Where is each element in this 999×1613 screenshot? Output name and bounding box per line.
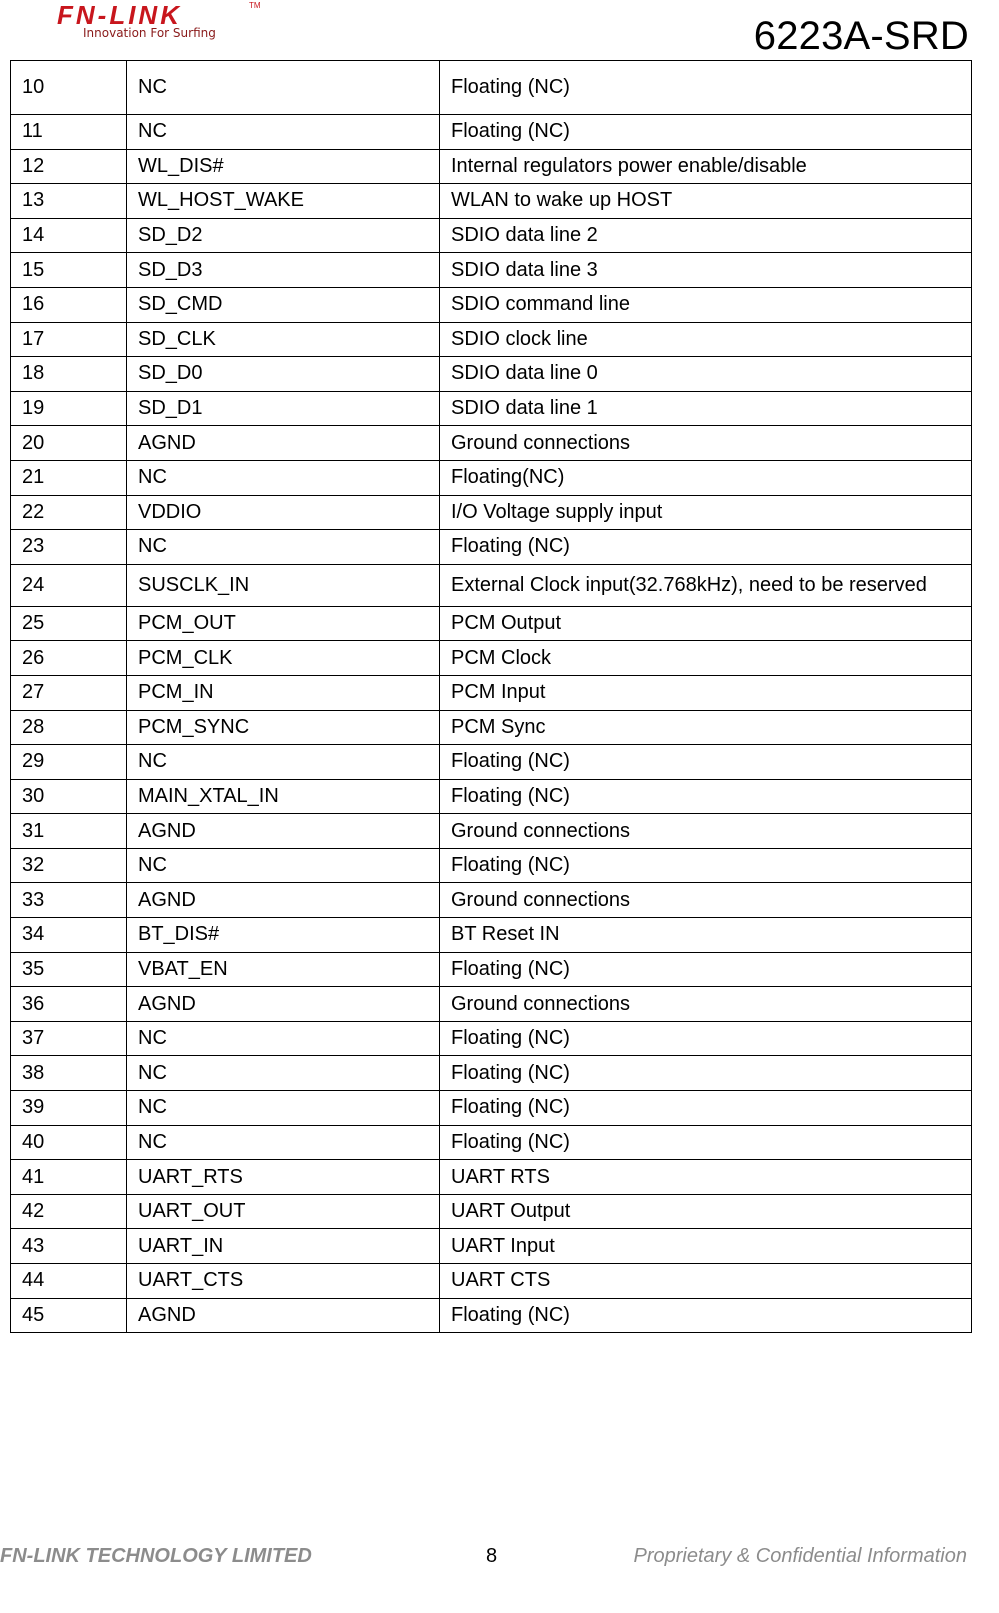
table-row xyxy=(11,149,972,184)
footer-confidentiality: Proprietary & Confidential Information xyxy=(633,1545,967,1567)
pin-name-cell: NC xyxy=(127,848,440,883)
pin-name-cell: SD_D0 xyxy=(127,357,440,392)
pin-description-cell: Ground connections xyxy=(440,987,972,1022)
pin-number-cell: 18 xyxy=(11,357,127,392)
table-row xyxy=(11,918,972,953)
pin-name-cell: PCM_SYNC xyxy=(127,710,440,745)
pin-name-cell: PCM_IN xyxy=(127,675,440,710)
table-row xyxy=(11,1194,972,1229)
pin-description-cell: Internal regulators power enable/disable xyxy=(440,149,972,184)
pin-name-cell: UART_OUT xyxy=(127,1194,440,1229)
pin-name-cell: NC xyxy=(127,530,440,565)
pin-definition-table xyxy=(10,60,972,1333)
pin-name-cell: WL_HOST_WAKE xyxy=(127,184,440,219)
table-row xyxy=(11,1298,972,1333)
table-row xyxy=(11,115,972,150)
pin-name-cell: NC xyxy=(127,1091,440,1126)
pin-name-cell: AGND xyxy=(127,814,440,849)
table-row xyxy=(11,883,972,918)
pin-name-cell: MAIN_XTAL_IN xyxy=(127,779,440,814)
table-row xyxy=(11,1125,972,1160)
table-row xyxy=(11,710,972,745)
table-row xyxy=(11,1160,972,1195)
pin-number-cell: 39 xyxy=(11,1091,127,1126)
pin-number-cell: 41 xyxy=(11,1160,127,1195)
pin-number-cell: 20 xyxy=(11,426,127,461)
footer-company: FN-LINK TECHNOLOGY LIMITED xyxy=(0,1545,312,1567)
pin-name-cell: AGND xyxy=(127,987,440,1022)
pin-name-cell: WL_DIS# xyxy=(127,149,440,184)
pin-number-cell: 28 xyxy=(11,710,127,745)
table-row xyxy=(11,606,972,641)
pin-description-cell: SDIO data line 3 xyxy=(440,253,972,288)
logo-tagline: Innovation For Surfing xyxy=(83,26,216,40)
table-row xyxy=(11,426,972,461)
pin-description-cell: Floating (NC) xyxy=(440,1125,972,1160)
pin-name-cell: NC xyxy=(127,745,440,780)
table-row xyxy=(11,987,972,1022)
logo-trademark: TM xyxy=(249,1,261,10)
table-row xyxy=(11,495,972,530)
pin-number-cell: 12 xyxy=(11,149,127,184)
fn-link-logo xyxy=(55,0,265,44)
table-row xyxy=(11,218,972,253)
pin-name-cell: NC xyxy=(127,115,440,150)
table-row xyxy=(11,1264,972,1299)
pin-name-cell: NC xyxy=(127,1056,440,1091)
pin-number-cell: 38 xyxy=(11,1056,127,1091)
table-row xyxy=(11,1021,972,1056)
pin-description-cell: PCM Input xyxy=(440,675,972,710)
table-row xyxy=(11,253,972,288)
pin-description-cell: Floating (NC) xyxy=(440,848,972,883)
pin-name-cell: NC xyxy=(127,460,440,495)
pin-name-cell: AGND xyxy=(127,1298,440,1333)
table-row xyxy=(11,1056,972,1091)
pin-description-cell: Ground connections xyxy=(440,883,972,918)
pin-description-cell: PCM Sync xyxy=(440,710,972,745)
pin-description-cell: Floating (NC) xyxy=(440,745,972,780)
pin-description-cell: Floating(NC) xyxy=(440,460,972,495)
pin-description-cell: BT Reset IN xyxy=(440,918,972,953)
pin-number-cell: 25 xyxy=(11,606,127,641)
pin-description-cell: UART Output xyxy=(440,1194,972,1229)
pin-description-cell: Ground connections xyxy=(440,814,972,849)
pin-name-cell: NC xyxy=(127,1125,440,1160)
pin-name-cell: SD_D1 xyxy=(127,391,440,426)
table-row xyxy=(11,287,972,322)
pin-number-cell: 27 xyxy=(11,675,127,710)
pin-name-cell: SD_CMD xyxy=(127,287,440,322)
pin-number-cell: 35 xyxy=(11,952,127,987)
pin-description-cell: PCM Output xyxy=(440,606,972,641)
pin-number-cell: 15 xyxy=(11,253,127,288)
footer-page-number: 8 xyxy=(486,1545,498,1567)
pin-number-cell: 17 xyxy=(11,322,127,357)
pin-number-cell: 10 xyxy=(11,61,127,115)
pin-description-cell: Ground connections xyxy=(440,426,972,461)
pin-name-cell: SD_D3 xyxy=(127,253,440,288)
pin-name-cell: UART_IN xyxy=(127,1229,440,1264)
pin-number-cell: 45 xyxy=(11,1298,127,1333)
pin-name-cell: PCM_CLK xyxy=(127,641,440,676)
pin-number-cell: 29 xyxy=(11,745,127,780)
pin-name-cell: NC xyxy=(127,61,440,115)
table-row xyxy=(11,779,972,814)
pin-name-cell: NC xyxy=(127,1021,440,1056)
pin-number-cell: 30 xyxy=(11,779,127,814)
document-title: 6223A-SRD xyxy=(753,14,969,58)
pin-name-cell: UART_CTS xyxy=(127,1264,440,1299)
pin-number-cell: 33 xyxy=(11,883,127,918)
pin-description-cell: Floating (NC) xyxy=(440,779,972,814)
pin-number-cell: 16 xyxy=(11,287,127,322)
pin-description-cell: Floating (NC) xyxy=(440,61,972,115)
table-row xyxy=(11,1091,972,1126)
pin-description-cell: Floating (NC) xyxy=(440,1298,972,1333)
pin-description-cell: External Clock input(32.768kHz), need to be reserved xyxy=(440,564,972,606)
table-row xyxy=(11,1229,972,1264)
pin-name-cell: BT_DIS# xyxy=(127,918,440,953)
table-row xyxy=(11,848,972,883)
table-row xyxy=(11,357,972,392)
table-row xyxy=(11,61,972,115)
table-row xyxy=(11,675,972,710)
table-row xyxy=(11,322,972,357)
pin-description-cell: PCM Clock xyxy=(440,641,972,676)
pin-description-cell: WLAN to wake up HOST xyxy=(440,184,972,219)
pin-number-cell: 23 xyxy=(11,530,127,565)
pin-number-cell: 24 xyxy=(11,564,127,606)
pin-description-cell: I/O Voltage supply input xyxy=(440,495,972,530)
pin-name-cell: SD_CLK xyxy=(127,322,440,357)
pin-number-cell: 32 xyxy=(11,848,127,883)
pin-number-cell: 43 xyxy=(11,1229,127,1264)
table-row xyxy=(11,641,972,676)
table-row xyxy=(11,745,972,780)
table-row xyxy=(11,814,972,849)
pin-table-body xyxy=(11,61,972,1333)
table-row xyxy=(11,564,972,606)
pin-number-cell: 34 xyxy=(11,918,127,953)
pin-number-cell: 26 xyxy=(11,641,127,676)
pin-number-cell: 19 xyxy=(11,391,127,426)
pin-number-cell: 37 xyxy=(11,1021,127,1056)
table-row xyxy=(11,530,972,565)
pin-description-cell: UART RTS xyxy=(440,1160,972,1195)
pin-number-cell: 22 xyxy=(11,495,127,530)
table-row xyxy=(11,460,972,495)
pin-number-cell: 13 xyxy=(11,184,127,219)
pin-name-cell: SD_D2 xyxy=(127,218,440,253)
pin-description-cell: SDIO command line xyxy=(440,287,972,322)
pin-description-cell: SDIO data line 0 xyxy=(440,357,972,392)
pin-description-cell: Floating (NC) xyxy=(440,1091,972,1126)
pin-description-cell: SDIO data line 1 xyxy=(440,391,972,426)
pin-name-cell: AGND xyxy=(127,883,440,918)
pin-number-cell: 21 xyxy=(11,460,127,495)
pin-name-cell: PCM_OUT xyxy=(127,606,440,641)
pin-description-cell: SDIO clock line xyxy=(440,322,972,357)
pin-number-cell: 42 xyxy=(11,1194,127,1229)
pin-description-cell: Floating (NC) xyxy=(440,115,972,150)
pin-description-cell: SDIO data line 2 xyxy=(440,218,972,253)
pin-description-cell: Floating (NC) xyxy=(440,1056,972,1091)
pin-number-cell: 31 xyxy=(11,814,127,849)
logo-wordmark: FN-LINK xyxy=(57,0,182,30)
pin-name-cell: SUSCLK_IN xyxy=(127,564,440,606)
pin-name-cell: VDDIO xyxy=(127,495,440,530)
table-row xyxy=(11,184,972,219)
pin-description-cell: Floating (NC) xyxy=(440,530,972,565)
pin-name-cell: VBAT_EN xyxy=(127,952,440,987)
pin-description-cell: UART Input xyxy=(440,1229,972,1264)
pin-number-cell: 11 xyxy=(11,115,127,150)
table-row xyxy=(11,391,972,426)
pin-description-cell: Floating (NC) xyxy=(440,952,972,987)
table-row xyxy=(11,952,972,987)
pin-description-cell: Floating (NC) xyxy=(440,1021,972,1056)
pin-number-cell: 14 xyxy=(11,218,127,253)
pin-number-cell: 36 xyxy=(11,987,127,1022)
pin-name-cell: UART_RTS xyxy=(127,1160,440,1195)
pin-description-cell: UART CTS xyxy=(440,1264,972,1299)
pin-number-cell: 44 xyxy=(11,1264,127,1299)
pin-number-cell: 40 xyxy=(11,1125,127,1160)
pin-name-cell: AGND xyxy=(127,426,440,461)
